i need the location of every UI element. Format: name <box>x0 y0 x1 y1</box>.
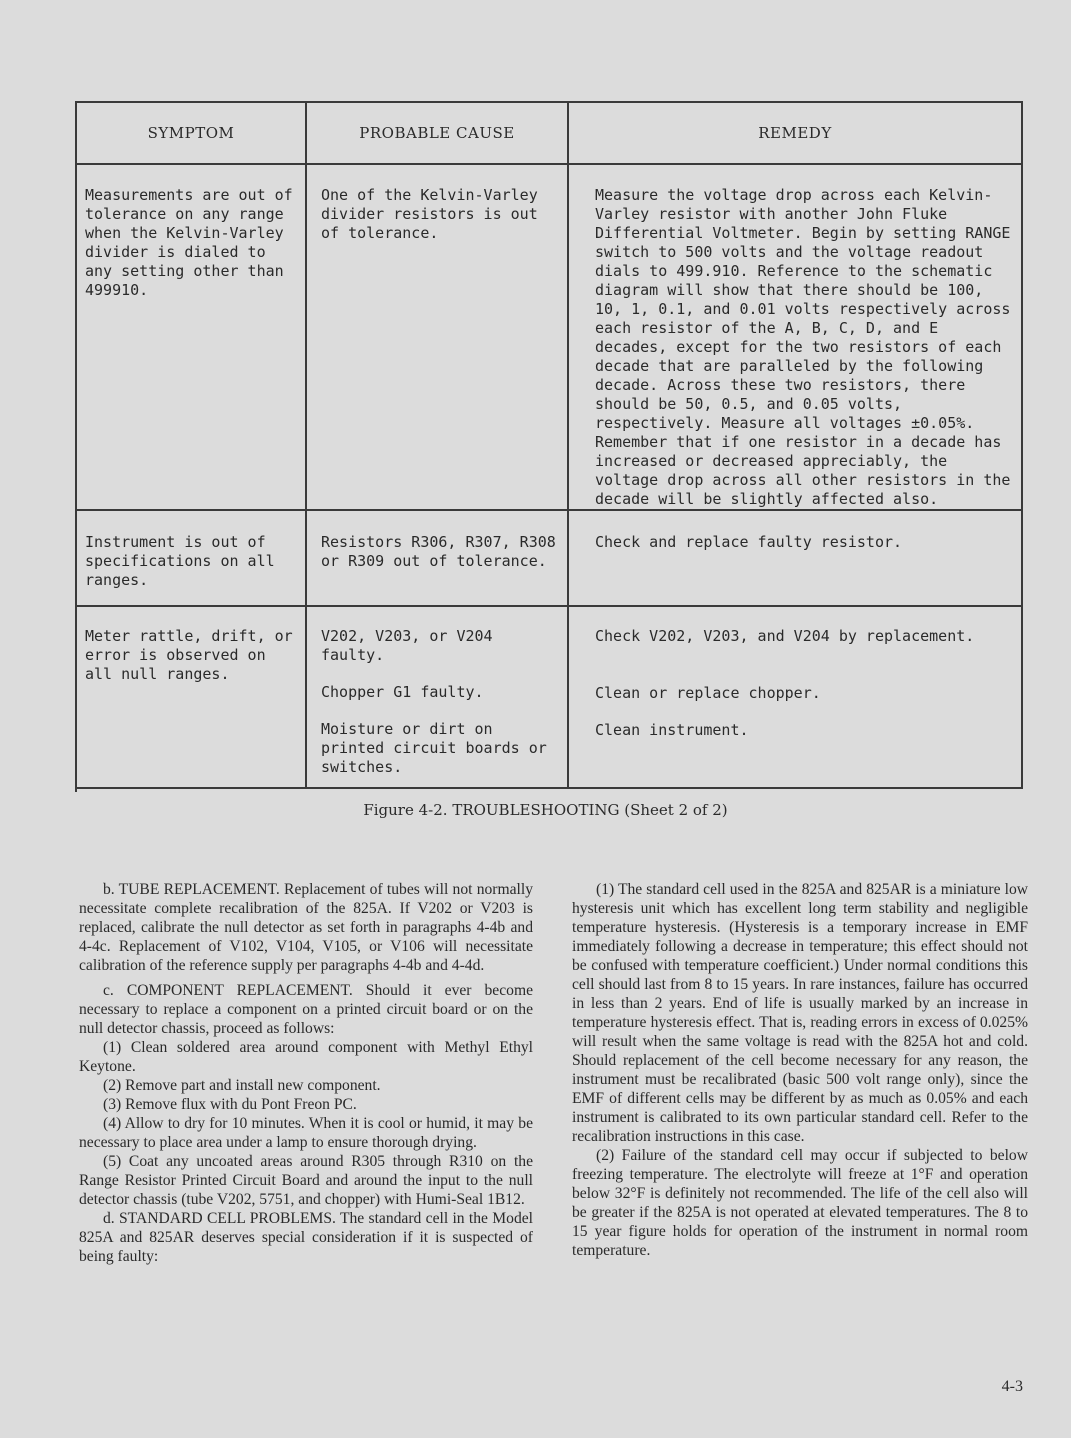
header-probable-cause: PROBABLE CAUSE <box>306 102 568 164</box>
right-column <box>572 880 1028 1260</box>
step-3: (3) Remove flux with du Pont Freon PC. <box>103 1096 357 1113</box>
remedy-item: Check V202, V203, and V204 by replacement. <box>595 627 975 645</box>
table-header-row <box>76 102 1022 164</box>
paragraph-standard-cell-2: (2) Failure of the standard cell may occur if subjected to below freezing temperature. The electrolyte will freeze at 1°F and operation below 32°F is definitely not recommended. The life of the cell also will be greater if the 825A is not operated at elevated temperatures. The 8 to 15 year figure holds for operation of the instrument in normal room temperature. <box>572 1147 1028 1259</box>
cause-item: V202, V203, or V204 faulty. <box>321 627 493 664</box>
troubleshooting-table <box>75 101 1023 789</box>
cause-text: Resistors R306, R307, R308 or R309 out of tolerance. <box>321 533 556 570</box>
figure-caption: Figure 4-2. TROUBLESHOOTING (Sheet 2 of 2) <box>363 801 728 819</box>
cause-cell <box>306 164 568 510</box>
step-5: (5) Coat any uncoated areas around R305 through R310 on the Range Resistor Printed Circuit Board and around the input to the null detector chassis (tube V202, 5751, and chopper) with Humi-Seal 1B12. <box>79 1153 533 1208</box>
table-row <box>76 606 1022 788</box>
remedy-cell <box>568 606 1022 788</box>
cause-list <box>307 607 567 777</box>
paragraph-component-replacement: c. COMPONENT REPLACEMENT. Should it ever become necessary to replace a component on a printed circuit board or on the null detector chassis, proceed as follows: <box>79 982 533 1037</box>
left-column <box>79 880 533 1266</box>
symptom-text: Measurements are out of tolerance on any range when the Kelvin-Varley divider is dialed to any setting other than 499910. <box>85 186 293 299</box>
remedy-text: Check and replace faulty resistor. <box>595 533 903 551</box>
step-2: (2) Remove part and install new component. <box>103 1077 381 1094</box>
table-edge-mark <box>75 782 77 792</box>
cause-cell <box>306 510 568 606</box>
symptom-text: Meter rattle, drift, or error is observed on all null ranges. <box>85 627 293 683</box>
header-remedy: REMEDY <box>568 102 1022 164</box>
remedy-list <box>569 607 1021 740</box>
page-number: 4-3 <box>1001 1378 1023 1395</box>
header-symptom: SYMPTOM <box>76 102 306 164</box>
symptom-cell <box>76 164 306 510</box>
cause-text: One of the Kelvin-Varley divider resistors is out of tolerance. <box>321 186 538 242</box>
step-4: (4) Allow to dry for 10 minutes. When it is cool or humid, it may be necessary to place area under a lamp to ensure thorough drying. <box>79 1115 533 1151</box>
paragraph-standard-cell-1: (1) The standard cell used in the 825A and 825AR is a miniature low hysteresis unit which has excellent long term stability and negligible temperature hysteresis. (Hysteresis is a temporary increase in EMF immediately following a decrease in temperature; this effect should not be confused with temperature coefficient.) Under normal conditions this cell should last from 8 to 15 years. In rare instances, failure has occurred in less than 2 years. End of life is usually marked by an increase in temperature hysteresis effect. That is, reading errors in excess of 0.025% will result when the same voltage is read with the 825A hot and cold. Should replacement of the cell become necessary for any reason, the instrument must be recalibrated (basic 500 volt range only), since the EMF of different cells may be different by as much as 0.05% and each instrument is calibrated to its own particular standard cell. Refer to the recalibration instructions in this case. <box>572 881 1028 1145</box>
table-row <box>76 164 1022 510</box>
cause-item: Moisture or dirt on printed circuit boards or switches. <box>321 720 547 776</box>
cause-item: Chopper G1 faulty. <box>321 683 484 701</box>
remedy-cell <box>568 510 1022 606</box>
symptom-cell <box>76 606 306 788</box>
remedy-item: Clean instrument. <box>595 721 749 739</box>
remedy-cell <box>568 164 1022 510</box>
remedy-item: Clean or replace chopper. <box>595 684 821 702</box>
paragraph-standard-cell-problems: d. STANDARD CELL PROBLEMS. The standard cell in the Model 825A and 825AR deserves special consideration if it is suspected of being faulty: <box>79 1210 533 1265</box>
paragraph-tube-replacement: b. TUBE REPLACEMENT. Replacement of tubes will not normally necessitate complete recalibration of the 825A. If V202 or V203 is replaced, calibrate the null detector as set forth in paragraphs 4-4b and 4-4c. Replacement of V102, V104, V105, or V106 will necessitate calibration of the reference supply per paragraphs 4-4b and 4-4d. <box>79 881 533 974</box>
table-row <box>76 510 1022 606</box>
symptom-cell <box>76 510 306 606</box>
symptom-text: Instrument is out of specifications on all ranges. <box>85 533 275 589</box>
step-1: (1) Clean soldered area around component with Methyl Ethyl Keytone. <box>79 1039 533 1075</box>
cause-cell <box>306 606 568 788</box>
remedy-text: Measure the voltage drop across each Kelvin-Varley resistor with another John Fluke Differential Voltmeter. Begin by setting RANGE switch to 500 volts and the voltage readout dials to 499.910. Reference to the schematic diagram will show that there should be 100, 10, 1, 0.1, and 0.01 volts respectively across each resistor of the A, B, C, D, and E decades, except for the two resistors of each decade that are paralleled by the following decade. Across these two resistors, there should be 50, 0.5, and 0.05 volts, respectively. Measure all voltages ±0.05%. Remember that if one resistor in a decade has increased or decreased appreciably, the voltage drop across all other resistors in the decade will be slightly affected also. <box>595 186 1011 508</box>
